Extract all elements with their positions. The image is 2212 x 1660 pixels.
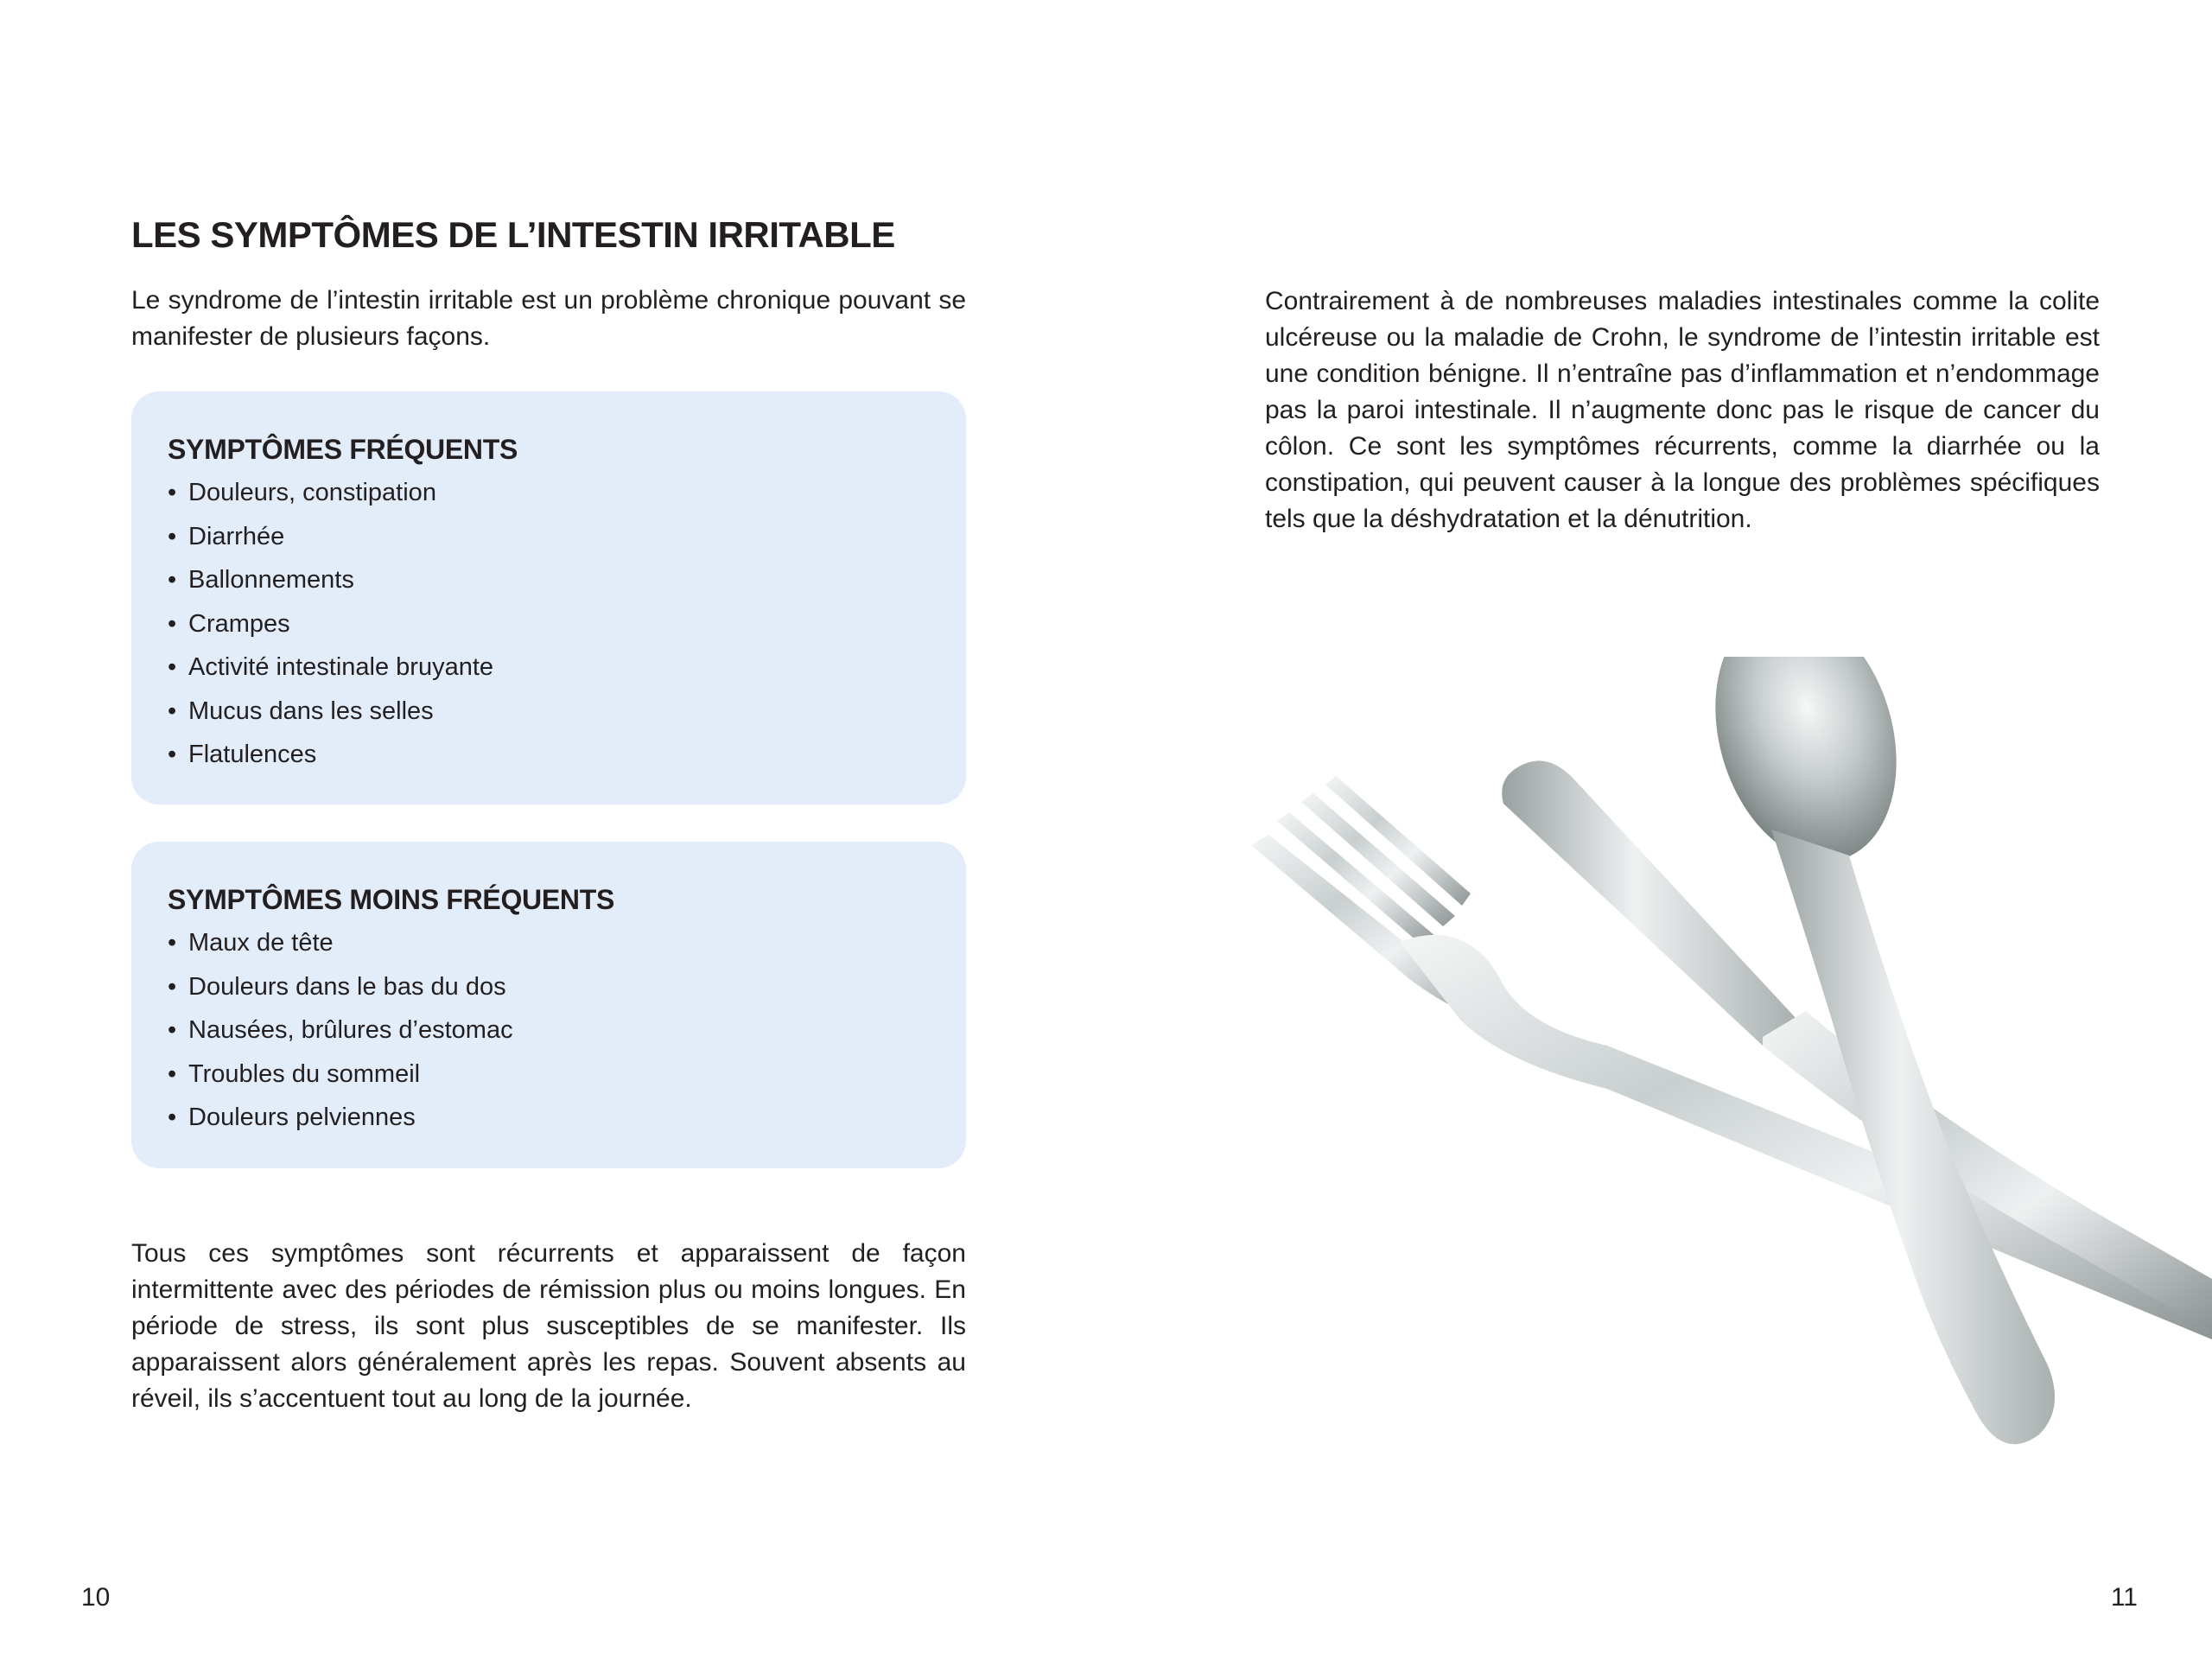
list-item-label: Flatulences: [188, 741, 317, 768]
frequent-symptoms-title: SYMPTÔMES FRÉQUENTS: [168, 434, 518, 465]
page-title: LES SYMPTÔMES DE L’INTESTIN IRRITABLE: [131, 214, 895, 255]
list-item-label: Ballonnements: [188, 566, 354, 594]
list-item-label: Maux de tête: [188, 929, 334, 957]
less-frequent-symptoms-box: [131, 842, 966, 1168]
list-item-label: Crampes: [188, 609, 290, 638]
frequent-symptoms-box: [131, 391, 966, 805]
bullet-icon: •: [168, 609, 177, 638]
bullet-icon: •: [168, 653, 177, 681]
list-item-label: Activité intestinale bruyante: [188, 653, 494, 681]
page-number-right: 11: [2110, 1583, 2138, 1612]
bullet-icon: •: [168, 479, 177, 506]
less-frequent-symptoms-list: [168, 921, 930, 1140]
fork-icon: [1251, 776, 2212, 1339]
list-item-label: Nausées, brûlures d’estomac: [188, 1016, 513, 1044]
list-item: [168, 965, 930, 1009]
list-item: [168, 1053, 930, 1097]
list-item: [168, 471, 930, 515]
list-item: [168, 921, 930, 965]
list-item: [168, 558, 930, 602]
bullet-icon: •: [168, 522, 177, 550]
list-item-label: Douleurs, constipation: [188, 479, 436, 506]
intro-paragraph: Le syndrome de l’intestin irritable est un problème chronique pouvant se manifester de plusieurs façons.: [131, 286, 966, 351]
page-number-left: 10: [81, 1583, 111, 1612]
list-item: [168, 733, 930, 777]
list-item-label: Troubles du sommeil: [188, 1059, 421, 1088]
list-item: [168, 690, 930, 734]
list-item: [168, 602, 930, 646]
bullet-icon: •: [168, 929, 177, 957]
bullet-icon: •: [168, 1103, 177, 1131]
list-item: [168, 1096, 930, 1140]
bullet-icon: •: [168, 741, 177, 768]
list-item: [168, 646, 930, 690]
list-item-label: Douleurs pelviennes: [188, 1103, 416, 1131]
frequent-symptoms-list: [168, 471, 930, 777]
outro-paragraph: Tous ces symptômes sont récurrents et apparaissent de façon intermittente avec des périodes de rémission plus ou moins longues. En période de stress, ils sont plus susceptibles de se manifester. Ils apparaissent alors généralement après les repas. Souvent absents au réveil, ils s’accentuent tout au long de la journée.: [131, 1239, 966, 1413]
bullet-icon: •: [168, 1059, 177, 1088]
cutlery-icon: [1244, 657, 2212, 1504]
less-frequent-symptoms-title: SYMPTÔMES MOINS FRÉQUENTS: [168, 884, 614, 915]
spoon-icon: [1688, 657, 2055, 1444]
list-item-label: Mucus dans les selles: [188, 696, 434, 725]
bullet-icon: •: [168, 1016, 177, 1044]
bullet-icon: •: [168, 566, 177, 594]
bullet-icon: •: [168, 696, 177, 725]
list-item: [168, 1008, 930, 1053]
bullet-icon: •: [168, 972, 177, 1001]
list-item-label: Douleurs dans le bas du dos: [188, 972, 506, 1001]
right-paragraph: Contrairement à de nombreuses maladies intestinales comme la colite ulcéreuse ou la maladie de Crohn, le syndrome de l’intestin irritable est une condition bénigne. Il n’entraîne pas d’inflammation et n’endommage pas la paroi intestinale. Il n’augmente donc pas le risque de cancer du côlon. Ce sont les symptômes récurrents, comme la diarrhée ou la constipation, qui peuvent causer à la longue des problèmes spécifiques tels que la déshydratation et la dénutrition.: [1265, 287, 2100, 533]
list-item: [168, 515, 930, 559]
list-item-label: Diarrhée: [188, 522, 285, 550]
